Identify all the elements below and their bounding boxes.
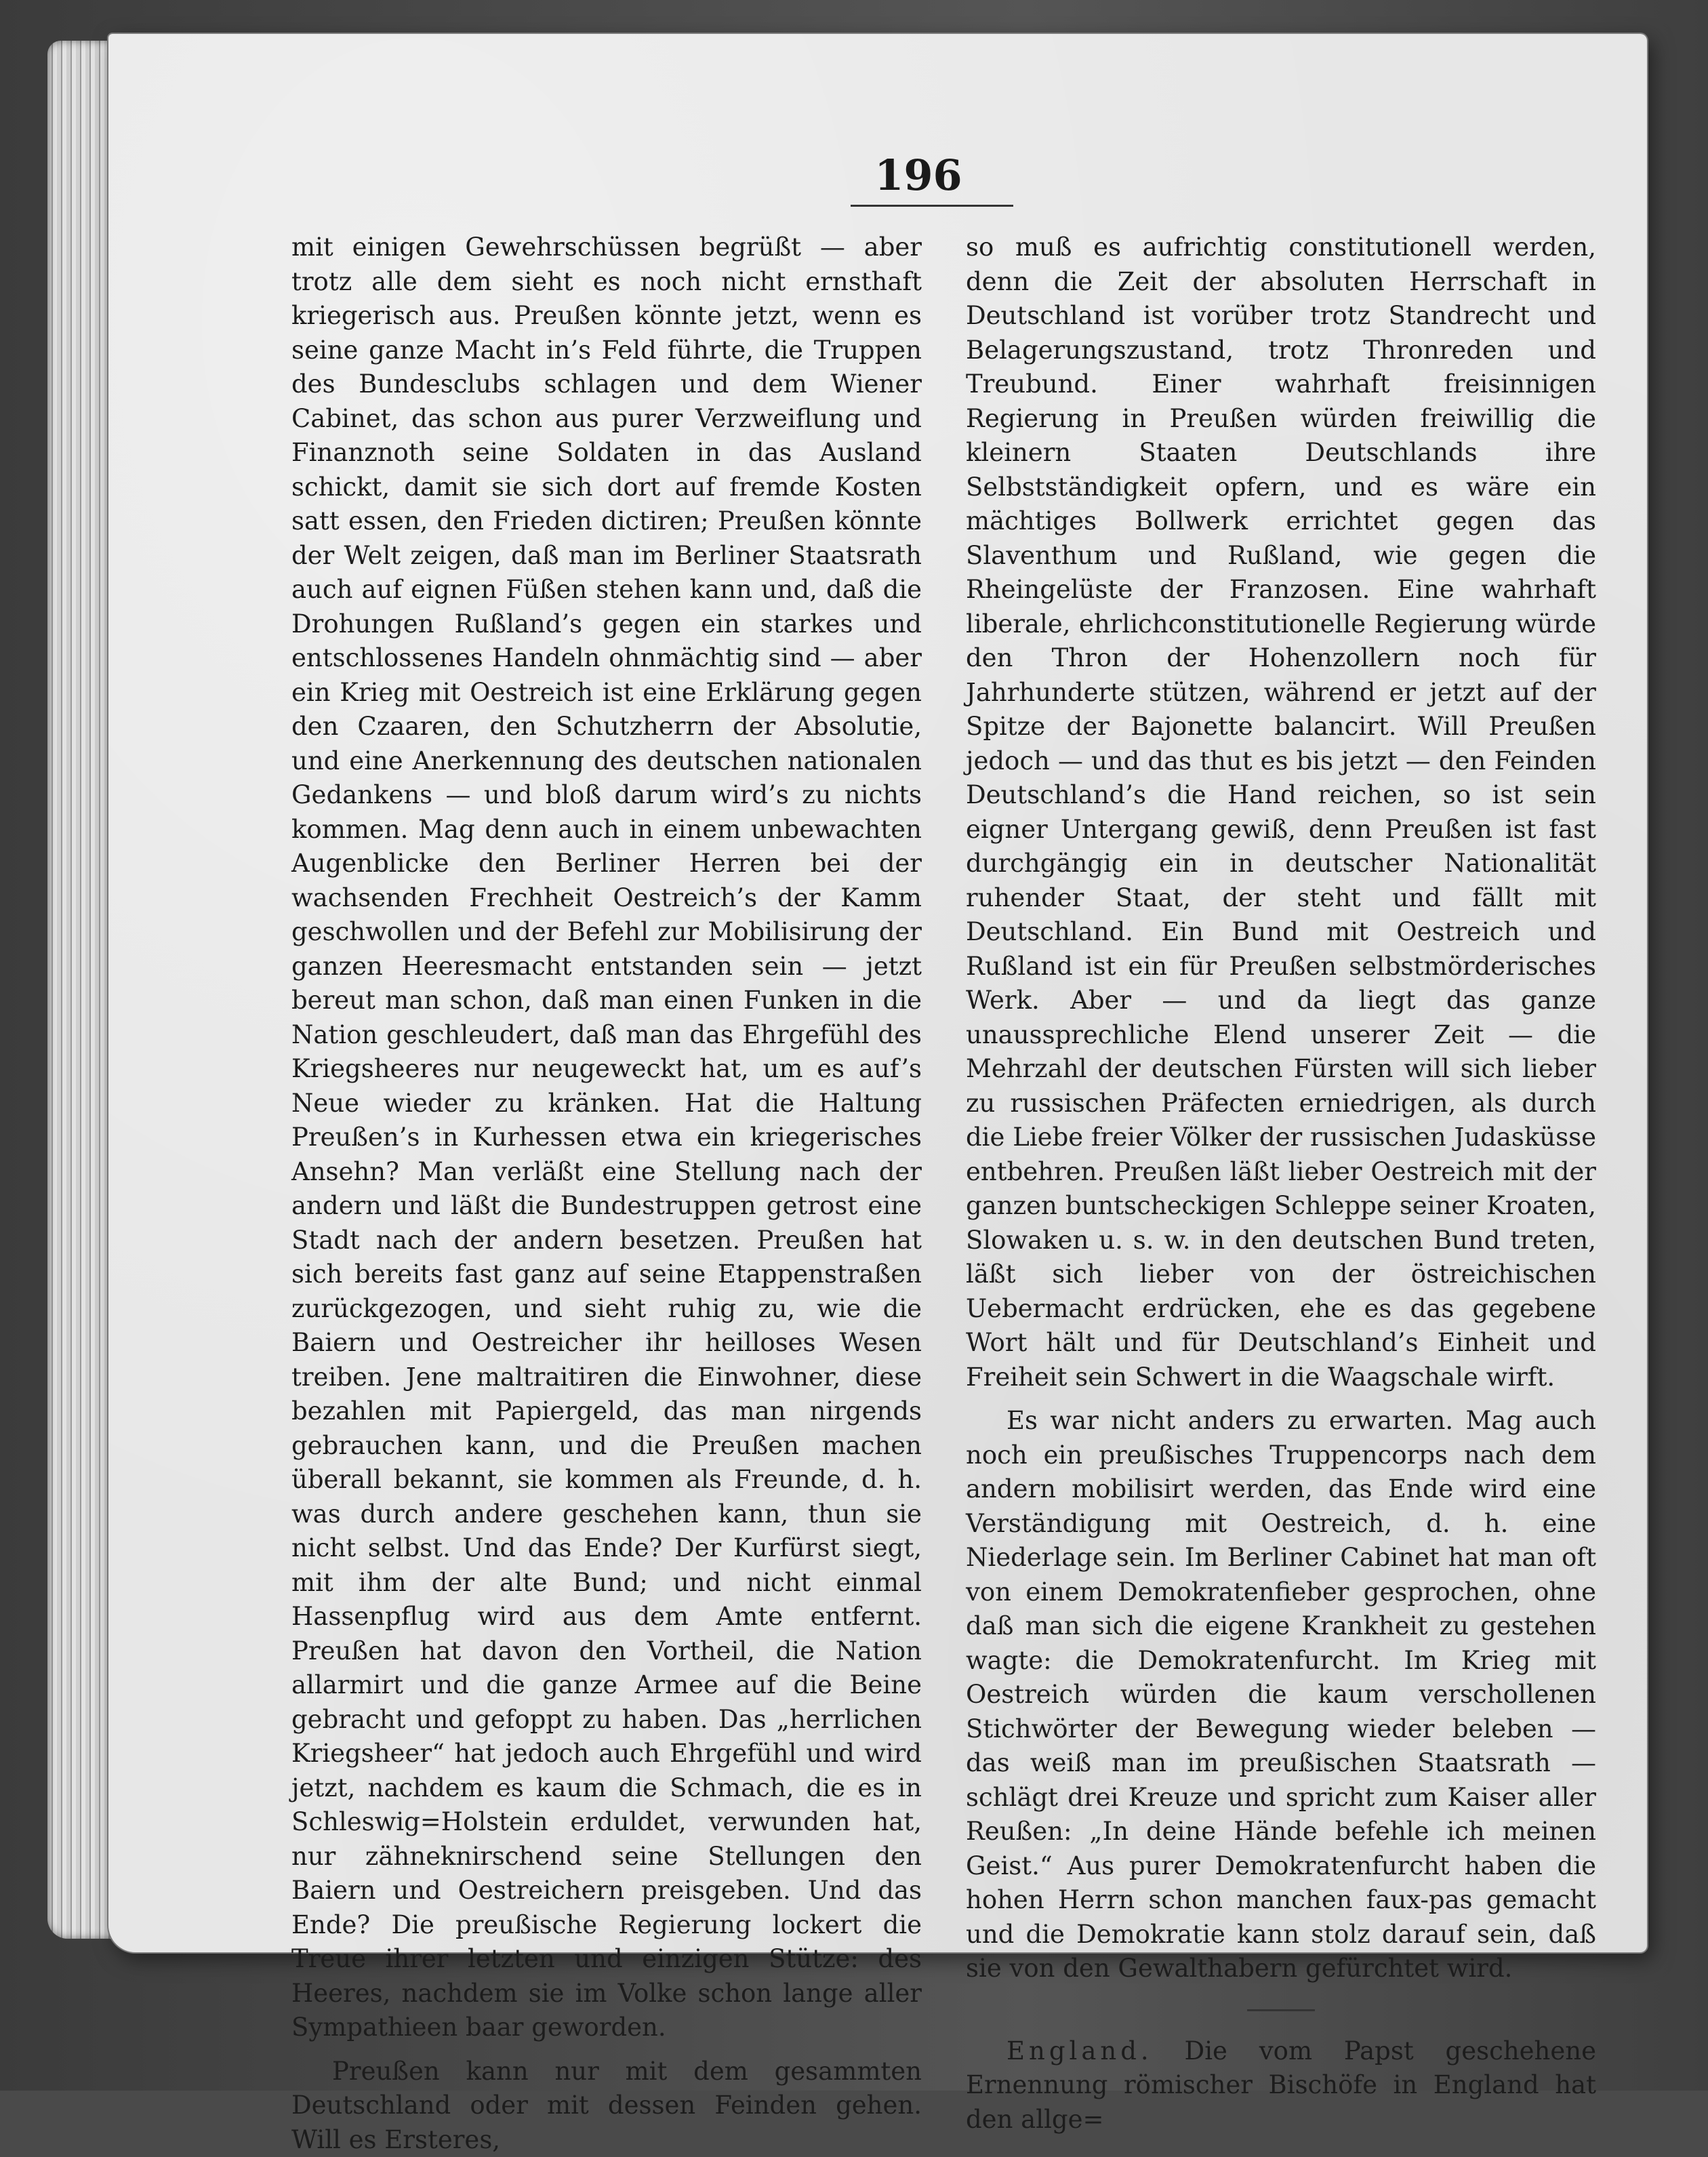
left-paragraph-1: mit einigen Gewehrschüssen begrüßt — aber trotz alle dem sieht es noch nicht ernsthaft kriegerisch aus. Preußen könnte jetzt, wenn es seine ganze Macht in’s Feld führte, die Truppen des Bundesclubs schlagen und dem Wiener Cabinet, das schon aus purer Verzweiflung und Finanznoth seine Soldaten in das Ausland schickt, damit sie sich dort auf fremde Kosten satt essen, den Frieden dictiren; Preußen könnte der Welt zeigen, daß man im Berliner Staatsrath auch auf eignen Füßen stehen kann und, daß die Drohungen Rußland’s gegen ein starkes und entschlossenes Handeln ohnmächtig sind — aber ein Krieg mit Oestreich ist eine Erklärung gegen den Czaaren, den Schutzherrn der Absolutie, und eine Anerkennung des deutschen nationalen Gedankens — und bloß darum wird’s zu nichts kommen. Mag denn auch in einem unbewachten Augenblicke den Berliner Herren bei der wachsenden Frechheit Oestreich’s der Kamm geschwollen und der Befehl zur Mobilisirung der ganzen Heeresmacht entstanden sein — jetzt bereut man schon, daß man einen Funken in die Nation geschleudert, daß man das Ehrgefühl des Kriegsheeres nur neugeweckt hat, um es auf’s Neue wieder zu kränken. Hat die Haltung Preußen’s in Kurhessen etwa ein kriegerisches Ansehn? Man verläßt eine Stellung nach der andern und läßt die Bundestruppen getrost eine Stadt nach der andern besetzen. Preußen hat sich bereits fast ganz auf seine Etappenstraßen zurückgezogen, und sieht ruhig zu, wie die Baiern und Oestreicher ihr heilloses Wesen treiben. Jene maltraitiren die Einwohner, diese bezahlen mit Papiergeld, das man nirgends gebrauchen kann, und die Preußen machen überall bekannt, sie kommen als Freunde, d. h. was durch andere geschehen kann, thun sie nicht selbst. Und das Ende? Der Kurfürst siegt, mit ihm der alte Bund; und nicht einmal Hassenpflug wird aus dem Amte entfernt. Preußen hat davon den Vortheil, die Nation allarmirt und die ganze Armee auf die Beine gebracht und gefoppt zu haben. Das „herrlichen Kriegsheer“ hat jedoch auch Ehrgefühl und wird jetzt, nachdem es kaum die Schmach, die es in Schleswig=Holstein erduldet, verwunden hat, nur zähneknirschend seine Stellungen den Baiern und Oestreichern preisgeben. Und das Ende? Die preußische Regierung lockert die Treue ihrer letzten und einzigen Stütze: des Heeres, nachdem sie im Volke schon lange aller Sympathieen baar geworden.	[291, 230, 922, 2045]
england-paragraph	[966, 2034, 1596, 2137]
right-paragraph-1: so muß es aufrichtig constitutionell werden, denn die Zeit der absoluten Herrschaft in Deutschland ist vorüber trotz Standrecht und Belagerungszustand, trotz Thronreden und Treubund. Einer wahrhaft freisinnigen Regierung in Preußen würden freiwillig die kleinern Staaten Deutschlands ihre Selbstständigkeit opfern, und es wäre ein mächtiges Bollwerk errichtet gegen das Slaventhum und Rußland, wie gegen die Rheingelüste der Franzosen. Eine wahrhaft liberale, ehrlichconstitutionelle Regierung würde den Thron der Hohenzollern noch für Jahrhunderte stützen, während er jetzt auf der Spitze der Bajonette balancirt. Will Preußen jedoch — und das thut es bis jetzt — den Feinden Deutschland’s die Hand reichen, so ist sein eigner Untergang gewiß, denn Preußen ist fast durchgängig ein in deutscher Nationalität ruhender Staat, der steht und fällt mit Deutschland. Ein Bund mit Oestreich und Rußland ist ein für Preußen selbstmörderisches Werk. Aber — und da liegt das ganze unaussprechliche Elend unserer Zeit — die Mehrzahl der deutschen Fürsten will sich lieber zu russischen Präfecten erniedrigen, als durch die Liebe freier Völker der russischen Judasküsse entbehren. Preußen läßt lieber Oestreich mit der ganzen buntscheckigen Schleppe seiner Kroaten, Slowaken u. s. w. in den deutschen Bund treten, läßt sich lieber von der östreichischen Uebermacht erdrücken, ehe es das gegebene Wort hält und für Deutschland’s Einheit und Freiheit sein Schwert in die Waagschale wirft.	[966, 230, 1596, 1394]
right-column	[966, 230, 1596, 2137]
section-divider	[1247, 2009, 1315, 2011]
page-number: 196	[861, 150, 976, 200]
right-paragraph-2: Es war nicht anders zu erwarten. Mag auch noch ein preußisches Truppencorps nach dem andern mobilisirt werden, das Ende wird eine Verständigung mit Oestreich, d. h. eine Niederlage sein. Im Berliner Cabinet hat man oft von einem Demokratenfieber gesprochen, ohne daß man sich die eigene Krankheit zu gestehen wagte: die Demokratenfurcht. Im Krieg mit Oestreich würden die kaum verschollenen Stichwörter der Bewegung wieder beleben — das weiß man im preußischen Staatsrath — schlägt drei Kreuze und spricht zum Kaiser aller Reußen: „In deine Hände befehle ich meinen Geist.“ Aus purer Demokratenfurcht haben die hohen Herrn schon manchen faux-pas gemacht und die Demokratie kann stolz darauf sein, daß sie von den Gewalthabern gefürchtet wird.	[966, 1404, 1596, 1986]
england-text: Die vom Papst geschehene Ernennung römischer Bischöfe in England hat den allge=	[966, 2036, 1596, 2134]
left-column	[291, 230, 922, 2157]
left-paragraph-2: Preußen kann nur mit dem gesammten Deutschland oder mit dessen Feinden gehen. Will es Ersteres,	[291, 2055, 922, 2157]
page-number-rule	[851, 205, 1013, 207]
england-heading: England.	[1006, 2036, 1153, 2065]
